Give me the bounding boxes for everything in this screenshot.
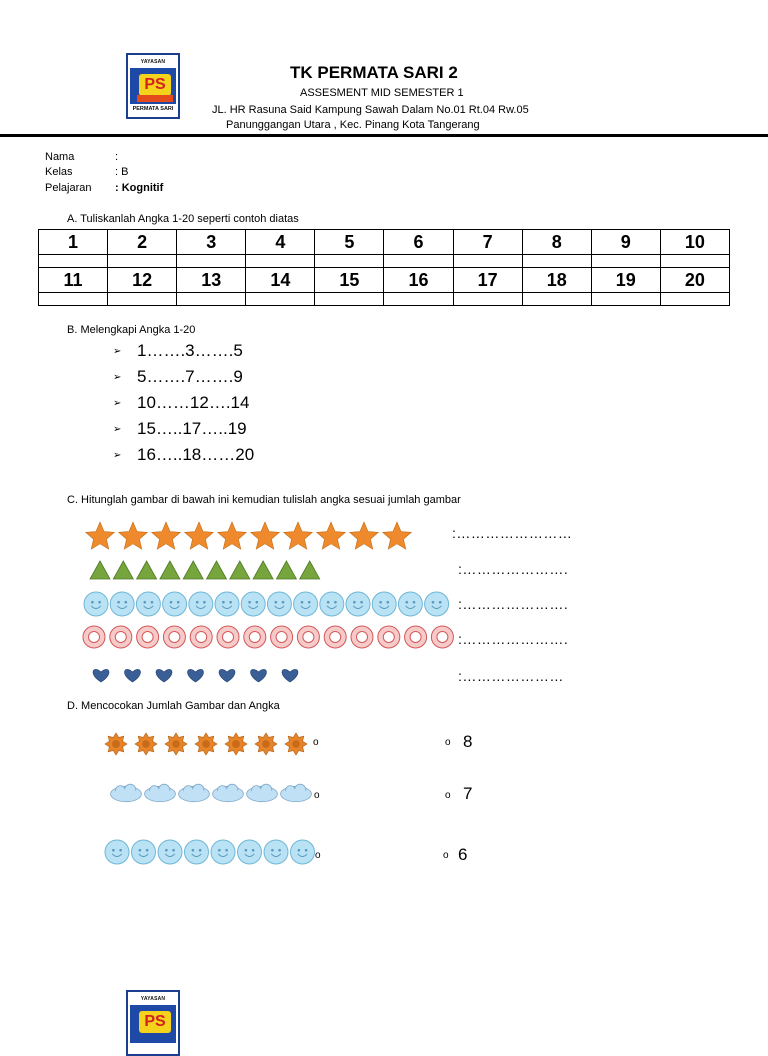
triangle-icon <box>183 561 203 579</box>
number-cell: 6 <box>384 230 453 255</box>
smiley-icon <box>294 592 318 616</box>
ring-icon <box>351 626 373 648</box>
ring-icon <box>271 626 293 648</box>
star-icon <box>185 522 214 549</box>
match-dot-right[interactable]: o <box>445 737 451 748</box>
match-dot-right[interactable]: o <box>443 850 449 861</box>
ring-icon <box>405 626 427 648</box>
smiley-icon <box>132 840 156 864</box>
cloud-icon <box>111 784 142 802</box>
ring-icon <box>431 626 453 648</box>
number-cell: 17 <box>453 268 522 293</box>
number-cell: 11 <box>39 268 108 293</box>
number-cell: 20 <box>660 268 729 293</box>
smiley-icon <box>398 592 422 616</box>
heart-icon <box>219 669 235 682</box>
number-cell: 4 <box>246 230 315 255</box>
heart-icon <box>251 669 267 682</box>
answer-line[interactable]: :…………………. <box>458 561 569 577</box>
sequence-item: ➢ 16…..18……20 <box>113 445 255 464</box>
flower-icon <box>105 733 127 755</box>
number-cell: 14 <box>246 268 315 293</box>
answer-line[interactable]: :…………………. <box>458 596 569 612</box>
class-label: Kelas <box>45 166 73 178</box>
logo-top-text: YAYASAN <box>130 57 176 68</box>
arrow-bullet-icon: ➢ <box>113 424 122 436</box>
answer-line[interactable]: :………………… <box>458 668 564 684</box>
school-name: TK PERMATA SARI 2 <box>290 63 458 82</box>
smiley-icon <box>238 840 262 864</box>
logo-mark: PS <box>144 76 166 93</box>
triangle-icon <box>207 561 227 579</box>
triangle-icon <box>253 561 273 579</box>
smiley-icon <box>158 840 182 864</box>
star-icon <box>119 522 148 549</box>
cloud-icon <box>179 784 210 802</box>
address-line-2: Panunggangan Utara , Kec. Pinang Kota Tangerang <box>226 119 480 131</box>
cloud-icon <box>145 784 176 802</box>
smiley-icon <box>136 592 160 616</box>
ring-icon <box>297 626 319 648</box>
heart-icon <box>188 669 204 682</box>
smiley-icon <box>346 592 370 616</box>
star-icon <box>317 522 346 549</box>
number-cell: 9 <box>591 230 660 255</box>
smiley-icon <box>105 840 129 864</box>
school-logo-bottom: YAYASAN PS <box>126 990 180 1056</box>
triangle-icon <box>90 561 110 579</box>
number-cell: 2 <box>108 230 177 255</box>
section-d-title: D. Mencocokan Jumlah Gambar dan Angka <box>67 700 280 712</box>
star-icon <box>152 522 181 549</box>
number-cell: 19 <box>591 268 660 293</box>
ring-icon <box>163 626 185 648</box>
smiley-icon <box>189 592 213 616</box>
star-icon <box>383 522 412 549</box>
triangle-icon <box>276 561 296 579</box>
smiley-icon <box>84 592 108 616</box>
triangle-icon <box>113 561 133 579</box>
ring-icon <box>110 626 132 648</box>
smiley-icon <box>241 592 265 616</box>
match-dot-left[interactable]: o <box>313 737 319 748</box>
number-cell: 1 <box>39 230 108 255</box>
arrow-bullet-icon: ➢ <box>113 398 122 410</box>
match-dot-right[interactable]: o <box>445 790 451 801</box>
flower-icon <box>225 733 247 755</box>
number-cell: 16 <box>384 268 453 293</box>
smiley-icon <box>320 592 344 616</box>
triangle-icon <box>300 561 320 579</box>
match-dot-left[interactable]: o <box>315 850 321 861</box>
match-number: 6 <box>458 845 468 864</box>
star-icon <box>284 522 313 549</box>
smiley-icon <box>110 592 134 616</box>
section-a-title: A. Tuliskanlah Angka 1-20 seperti contoh diatas <box>67 213 299 225</box>
sequence-item: ➢ 1…….3…….5 <box>113 341 243 360</box>
arrow-bullet-icon: ➢ <box>113 372 122 384</box>
number-cell: 12 <box>108 268 177 293</box>
number-cell: 5 <box>315 230 384 255</box>
star-icon <box>86 522 115 549</box>
ring-icon <box>190 626 212 648</box>
ring-icon <box>378 626 400 648</box>
number-cell: 10 <box>660 230 729 255</box>
heart-icon <box>282 669 298 682</box>
match-number: 7 <box>463 784 473 803</box>
name-value: : <box>115 151 119 163</box>
smiley-icon <box>372 592 396 616</box>
smiley-icon <box>185 840 209 864</box>
smiley-icon <box>267 592 291 616</box>
number-cell: 13 <box>177 268 246 293</box>
answer-line[interactable]: :…………………. <box>458 631 569 647</box>
class-value: : B <box>115 166 129 178</box>
smiley-icon <box>163 592 187 616</box>
assessment-title: ASSESMENT MID SEMESTER 1 <box>300 87 464 99</box>
cloud-icon <box>281 784 312 802</box>
star-icon <box>218 522 247 549</box>
arrow-bullet-icon: ➢ <box>113 450 122 462</box>
number-cell: 7 <box>453 230 522 255</box>
ring-icon <box>244 626 266 648</box>
smiley-icon <box>291 840 315 864</box>
ring-icon <box>83 626 105 648</box>
section-c-title: C. Hitunglah gambar di bawah ini kemudian tulislah angka sesuai jumlah gambar <box>67 494 461 506</box>
cloud-icon <box>247 784 278 802</box>
flower-icon <box>285 733 307 755</box>
heart-icon <box>156 669 172 682</box>
answer-line[interactable]: :…………………… <box>452 525 573 541</box>
number-cell: 3 <box>177 230 246 255</box>
smiley-icon <box>211 840 235 864</box>
flower-icon <box>135 733 157 755</box>
logo-bottom-text: PERMATA SARI <box>130 104 176 115</box>
heart-icon <box>93 669 109 682</box>
triangle-icon <box>137 561 157 579</box>
ring-icon <box>324 626 346 648</box>
flower-icon <box>165 733 187 755</box>
sequence-item: ➢ 15…..17…..19 <box>113 419 247 438</box>
star-icon <box>350 522 379 549</box>
name-label: Nama <box>45 151 75 163</box>
match-number: 8 <box>463 732 473 751</box>
smiley-icon <box>264 840 288 864</box>
flower-icon <box>255 733 277 755</box>
section-b-title: B. Melengkapi Angka 1-20 <box>67 324 196 336</box>
address-line-1: JL. HR Rasuna Said Kampung Sawah Dalam No.01 Rt.04 Rw.05 <box>212 104 529 116</box>
triangle-icon <box>160 561 180 579</box>
subject-value: : Kognitif <box>115 182 164 194</box>
number-cell: 15 <box>315 268 384 293</box>
number-cell: 18 <box>522 268 591 293</box>
arrow-bullet-icon: ➢ <box>113 346 122 358</box>
star-icon <box>251 522 280 549</box>
sequence-item: ➢ 10……12….14 <box>113 393 250 412</box>
smiley-icon <box>215 592 239 616</box>
flower-icon <box>195 733 217 755</box>
smiley-icon <box>425 592 449 616</box>
ring-icon <box>137 626 159 648</box>
subject-label: Pelajaran <box>45 182 92 194</box>
number-cell: 8 <box>522 230 591 255</box>
ring-icon <box>217 626 239 648</box>
heart-icon <box>125 669 141 682</box>
triangle-icon <box>230 561 250 579</box>
match-dot-left[interactable]: o <box>314 790 320 801</box>
cloud-icon <box>213 784 244 802</box>
sequence-item: ➢ 5…….7…….9 <box>113 367 243 386</box>
